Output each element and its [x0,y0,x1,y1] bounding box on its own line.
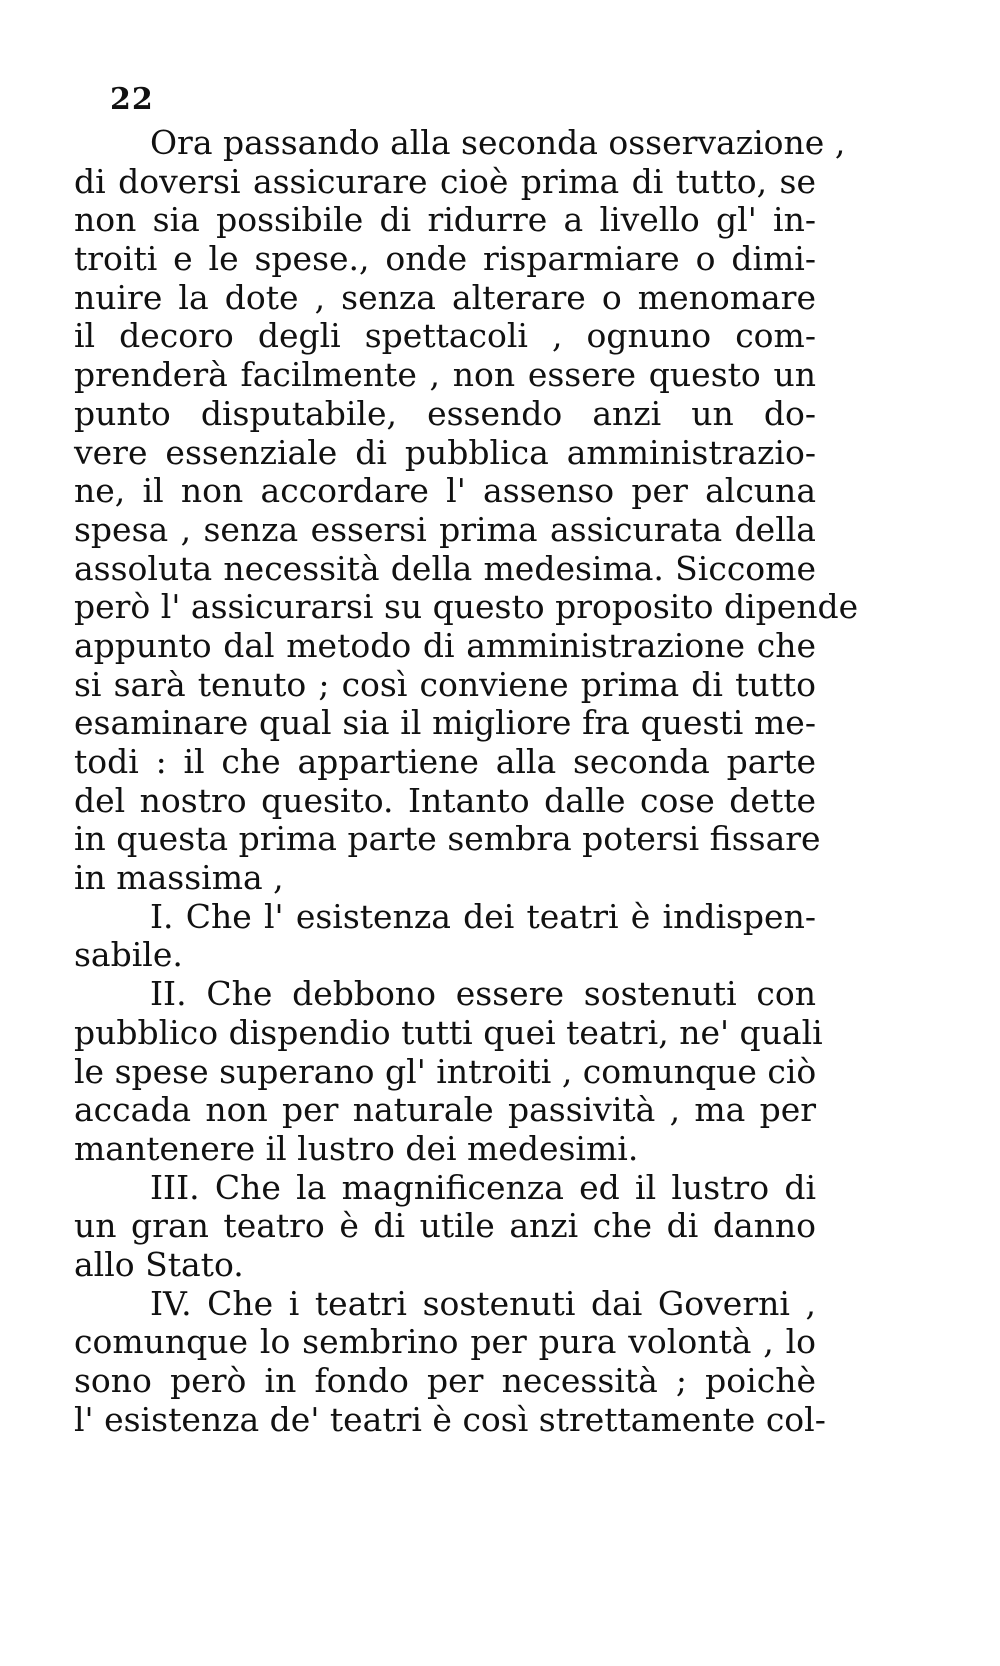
text-line: però l' assicurarsi su questo proposito dipende [74,587,859,627]
text-line: ne, il non accordare l' assenso per alcuna [74,471,816,511]
text-line: sono però in fondo per necessità ; poichè [74,1361,816,1400]
text-line: III. Che la magnificenza ed il lustro di [150,1167,816,1207]
text-line: appunto dal metodo di amministrazione che [74,625,816,665]
text-line: allo Stato. [74,1244,244,1284]
text-line: assoluta necessità della medesima. Siccome [74,548,816,588]
text-line: prenderà facilmente , non essere questo un [74,355,816,395]
text-line: un gran teatro è di utile anzi che di danno [74,1206,816,1246]
text-line: punto disputabile, essendo anzi un do- [74,393,816,433]
text-line: comunque lo sembrino per pura volontà , lo [74,1322,816,1362]
text-line: Ora passando alla seconda osservazione , [150,123,846,162]
text-line: si sarà tenuto ; così conviene prima di tutto [74,664,816,704]
text-line: sabile. [74,935,183,975]
text-line: spesa , senza essersi prima assicurata della [74,509,816,549]
text-line: le spese superano gl' introiti , comunque ciò [74,1051,817,1091]
text-line: l' esistenza de' teatri è così strettamente col- [74,1399,826,1439]
text-line: IV. Che i teatri sostenuti dai Governi , [150,1283,816,1323]
text-line: nuire la dote , senza alterare o menomare [74,277,816,317]
page-number: 22 [110,82,154,117]
text-line: non sia possibile di ridurre a livello gl' in- [74,200,816,240]
text-line: mantenere il lustro dei medesimi. [74,1128,639,1168]
text-line: esaminare qual sia il migliore fra questi me- [74,703,816,743]
text-line: troiti e le spese., onde risparmiare o dimi- [74,239,816,279]
text-line: accada non per naturale passività , ma per [74,1090,816,1130]
text-line: I. Che l' esistenza dei teatri è indispen- [150,896,816,936]
text-line: del nostro quesito. Intanto dalle cose dette [74,780,816,820]
text-line: vere essenziale di pubblica amministrazio- [74,432,816,472]
text-line: in questa prima parte sembra potersi fissare [74,819,821,859]
text-line: in massima , [74,858,284,898]
text-line: di doversi assicurare cioè prima di tutto, se [74,161,816,201]
text-line: il decoro degli spettacoli , ognuno com- [74,316,816,356]
text-line: pubblico dispendio tutti quei teatri, ne' quali [74,1012,823,1052]
body-text [74,123,859,1439]
text-line: II. Che debbono essere sostenuti con [150,974,816,1014]
text-line: todi : il che appartiene alla seconda parte [74,742,816,781]
